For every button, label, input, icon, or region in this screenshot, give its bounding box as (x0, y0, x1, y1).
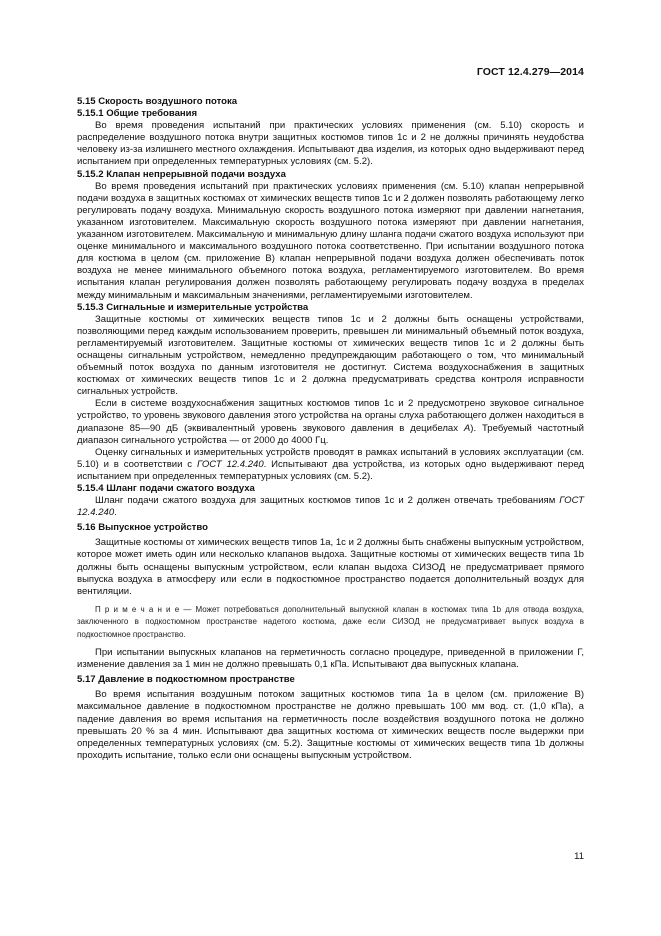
note-text: — Может потребоваться дополнительный выпускной клапан в костюмах типа 1b для отвода воздуха, заключенного в подкостюмном пространстве надетого костюма, даже если СИЗОД не предусматривает выпуск воздуха в подкостюмное пространство. (77, 604, 584, 639)
section-title-5-15: 5.15 Скорость воздушного потока (77, 96, 238, 107)
note-label: П р и м е ч а н и е (95, 604, 180, 614)
subsection-title-5-15-2: 5.15.2 Клапан непрерывной подачи воздуха (77, 168, 286, 180)
subsection-title-5-15-4: 5.15.4 Шланг подачи сжатого воздуха (77, 483, 255, 494)
subsection-title-5-15-1: 5.15.1 Общие требования (77, 108, 198, 120)
paragraph: Защитные костюмы от химических веществ типов 1а, 1с и 2 должны быть снабжены выпускным устройством, которое может иметь один или несколько клапанов выдоха. Защитные костюмы от химических веществ типа 1b должны быть оснащены выпускным устройством, если клапан выдоха СИЗОД не предусматривает прямого выпуска воздуха в атмосферу или если в подкостюмное пространство подается дополнительный воздух для вентиляции. (77, 537, 584, 597)
text-run: . Испытывают два устройства, из которых одно выдерживают перед испытанием при определенных температурных условиях (см. 5.2). (77, 458, 584, 482)
paragraph: При испытании выпускных клапанов на герметичность согласно процедуре, приведенной в приложении Г, изменение давления за 1 мин не должно превышать 0,1 кПа. Испытывают два выпускных клапана. (77, 647, 584, 671)
paragraph: Во время проведения испытаний при практических условиях применения (см. 5.10) скорость и распределение воздушного потока внутри защитных костюмов типов 1с и 2 не должны причинять неудобства человеку из-за излишнего местного охлаждения. Испытывают два изделия, из которых одно выдерживают перед испытанием при определенных температурных условиях (см. 5.2). (77, 120, 584, 168)
paragraph (77, 495, 584, 519)
standard-reference: ГОСТ 12.4.240 (196, 458, 264, 470)
subsection-title-5-15-3: 5.15.3 Сигнальные и измерительные устройства (77, 301, 309, 313)
note (77, 604, 584, 641)
text-run: Оценку сигнальных и измерительных устройств проводят в рамках испытаний в условиях эксплуатации (см. 5.10) и в соответствии с (77, 446, 584, 470)
paragraph: Защитные костюмы от химических веществ типов 1с и 2 должны быть оснащены устройствами, позволяющими перед каждым использованием проверить, превышен ли минимальный объемный поток воздуха, регламентируемый изготовителем. Защитные костюмы от химических веществ типов 1с и 2 должны быть оснащены сигнальным устройством, немедленно предупреждающим работающего о том, что минимальный объемный поток воздуха по данным изготовителя не достигнут. Система воздухоснабжения в защитных костюмах от химических веществ типов 1с и 2 должна предусматривать средства контроля исправности сигнальных устройств. (77, 313, 584, 398)
italic-run: А (463, 422, 471, 434)
text-run: ). Требуемый частотный диапазон сигнального устройства — от 2000 до 4000 Гц. (77, 422, 584, 446)
text-run: Если в системе воздухоснабжения защитных костюмов типов 1с и 2 предусмотрено звуковое сигнальное устройство, то уровень звукового давления этого устройства на органы слуха работающего должен находиться в диапазоне 85—90 дБ (эквивалентный уровень звукового давления в децибелах (77, 398, 584, 434)
section-title-5-17: 5.17 Давление в подкостюмном пространстве (77, 674, 295, 686)
text-run: Шланг подачи сжатого воздуха для защитных костюмов типов 1с и 2 должен отвечать требованиям (95, 495, 560, 507)
paragraph (77, 447, 584, 483)
text-run: . (114, 507, 117, 519)
paragraph (77, 398, 584, 446)
document-code: ГОСТ 12.4.279—2014 (476, 66, 584, 78)
page-number: 11 (574, 851, 584, 862)
document-body (77, 96, 584, 762)
paragraph: Во время испытания воздушным потоком защитных костюмов типа 1а в целом (см. приложение В) максимальное давление в подкостюмном пространстве не должно превышать 100 мм вод. ст. (1,0 кПа), а падение давления во время испытания на герметичность после воздействия воздушного потока не должно превышать 20 % за 4 мин. Испытывают два защитных костюма от химических веществ после выдержки при определенных температурных условиях (см. 5.2). Защитные костюмы от химических веществ типа 1b должны проходить испытание, только если они оснащены выпускным устройством. (77, 689, 584, 761)
paragraph: Во время проведения испытаний при практических условиях применения (см. 5.10) клапан непрерывной подачи воздуха в защитных костюмах от химических веществ типов 1с и 2 должен позволять работающему легко регулировать подачу воздуха. Минимальную скорость воздушного потока измеряют при давлении нагнетания, указанном изготовителем. Максимальную скорость воздушного потока измеряют при давлении нагнетания, указанном изготовителем. Максимальную и минимальную длину шланга подачи сжатого воздуха используют при оценке минимального и максимального воздушного потока соответственно. При испытании воздушного потока для костюма в целом (см. приложение В) клапан непрерывной подачи воздуха должен обеспечивать поток воздуха не менее минимального объемного потока воздуха, регламентируемого изготовителем. Во время испытания клапан регулирования должен позволять работающему регулировать подачу воздуха в пределах между минимальным и максимальным значениями, регламентируемыми изготовителем. (77, 180, 584, 301)
standard-reference: ГОСТ 12.4.240 (77, 495, 584, 519)
section-title-5-16: 5.16 Выпускное устройство (77, 522, 208, 534)
